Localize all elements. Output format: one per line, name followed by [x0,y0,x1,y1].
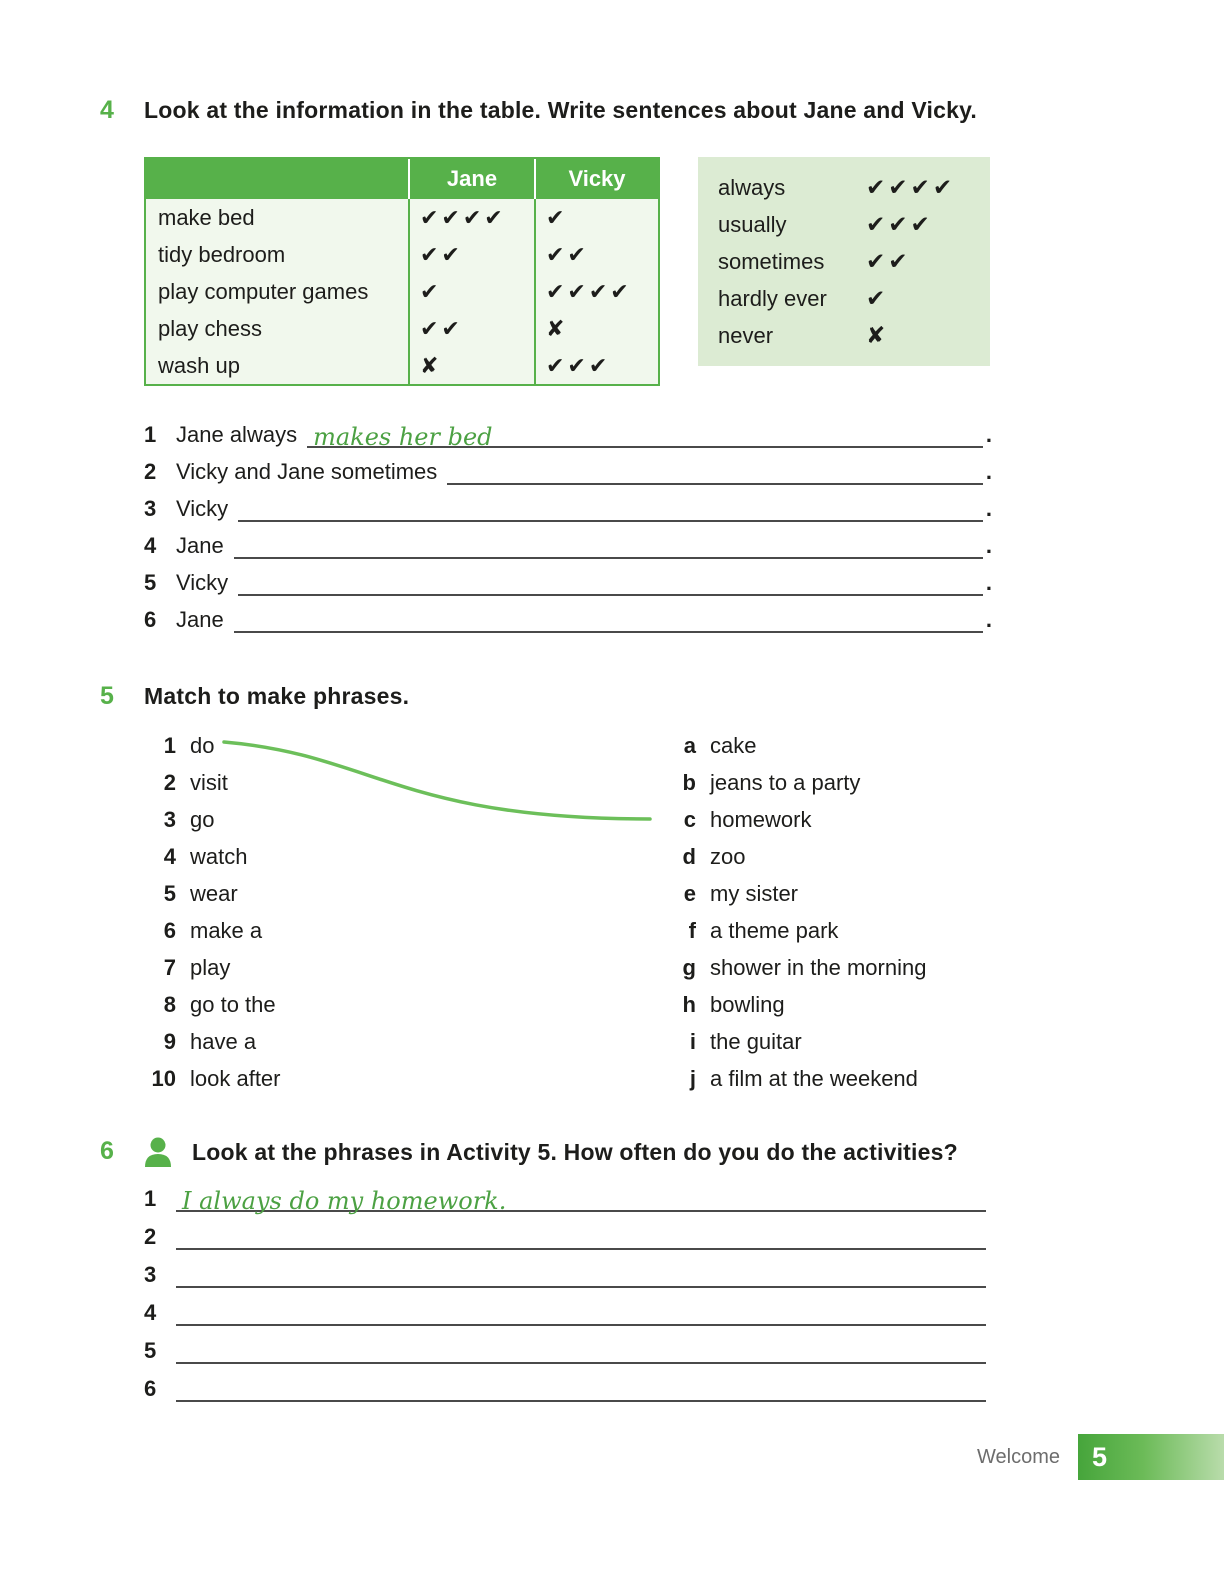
item-text: watch [190,843,248,869]
legend-label: sometimes [718,248,825,274]
sentence-period: . [985,607,992,632]
match-left-item [144,1023,664,1060]
answer-blank [234,525,983,559]
item-number: 6 [163,917,176,943]
item-text: shower in the morning [710,954,927,980]
activity-title: Match to make phrases. [144,683,410,709]
item-text: make a [190,917,263,943]
column-header-vicky: Vicky [534,159,658,199]
answer-blank [307,414,983,451]
answer-line [144,1329,986,1367]
item-text: a film at the weekend [710,1065,918,1091]
page-footer [977,1434,1224,1480]
sentence-number: 5 [144,570,157,595]
item-text: do [190,732,215,758]
item-text: wear [190,880,238,906]
item-text: go [190,806,215,832]
sentence-number: 1 [144,422,157,447]
match-left-item [144,838,664,875]
legend-label: usually [718,211,787,237]
sentence-line [144,599,992,636]
vicky-marks: ✔✔✔✔ [534,273,658,310]
table-row [146,236,658,273]
activity-5-heading [100,682,1124,711]
legend-marks: ✔✔✔ [866,211,933,237]
item-letter: c [683,806,696,832]
legend-marks: ✔✔✔✔ [866,174,956,200]
activity-title: Look at the phrases in Activity 5. How often do you do the activities? [192,1138,958,1165]
legend-row [718,280,970,317]
item-text: play [190,954,231,980]
page-number-badge: 5 [1078,1434,1224,1480]
jane-marks: ✔ [408,273,534,310]
item-text: my sister [710,880,798,906]
answer-blank [447,451,983,485]
table-header-row [146,159,658,199]
frequency-table [144,157,660,386]
item-letter: b [682,769,696,795]
answer-blank [176,1291,986,1326]
match-right-item [664,838,926,875]
match-left-item [144,986,664,1023]
item-number: 9 [163,1028,176,1054]
line-number: 2 [144,1224,157,1249]
answer-blank [176,1367,986,1402]
footer-section-label: Welcome [977,1445,1060,1468]
table-row [146,310,658,347]
item-text: a theme park [710,917,839,943]
match-left-item [144,801,664,838]
jane-marks: ✔✔ [408,310,534,347]
legend-label: hardly ever [718,285,827,311]
answer-blank [176,1253,986,1288]
activity-label: wash up [158,352,240,378]
handwritten-answer: makes her bed [313,423,493,451]
item-text: jeans to a party [710,769,861,795]
item-number: 7 [163,954,176,980]
match-left-item [144,912,664,949]
answer-blank [176,1177,986,1215]
item-letter: g [682,954,696,980]
activity-label: tidy bedroom [158,241,286,267]
match-right-item [664,1060,926,1097]
sentence-period: . [985,533,992,558]
sentence-prompt: Jane [176,533,224,558]
sentence-prompt: Vicky [176,496,229,521]
sentence-period: . [985,496,992,521]
answer-line [144,1177,986,1215]
legend-row [718,169,970,206]
sentence-prompt: Jane [176,607,224,632]
match-right-item [664,986,926,1023]
legend-label: never [718,322,774,348]
activity-title: Look at the information in the table. Write sentences about Jane and Vicky. [144,97,977,123]
item-number: 5 [163,880,176,906]
legend-marks: ✔✔ [866,248,911,274]
item-text: go to the [190,991,276,1017]
person-icon [144,1137,174,1167]
sentence-number: 6 [144,607,157,632]
line-number: 6 [144,1376,157,1401]
table-and-legend [144,157,1124,386]
sentence-number: 4 [144,533,157,558]
item-number: 8 [163,991,176,1017]
vicky-marks: ✘ [534,310,658,347]
activity-6-lines [144,1177,986,1405]
line-number: 3 [144,1262,157,1287]
table-row [146,347,658,384]
activity-4-heading [100,96,1124,125]
item-text: look after [190,1065,281,1091]
activity-number: 6 [100,1137,114,1165]
legend-row [718,206,970,243]
item-number: 10 [151,1065,176,1091]
jane-marks: ✔✔✔✔ [408,199,534,236]
activity-4 [100,96,1124,636]
item-letter: d [682,843,696,869]
item-letter: e [683,880,696,906]
item-text: homework [710,806,812,832]
activity-5 [100,682,1124,1097]
match-left-item [144,1060,664,1097]
item-text: the guitar [710,1028,802,1054]
answer-blank [234,599,983,633]
legend-row [718,317,970,354]
column-header-jane: Jane [408,159,534,199]
item-text: zoo [710,843,746,869]
item-number: 2 [163,769,176,795]
legend-label: always [718,174,786,200]
match-right-item [664,949,926,986]
item-text: cake [710,732,757,758]
jane-marks: ✔✔ [408,236,534,273]
activity-4-sentences [144,414,992,636]
frequency-legend [698,157,990,366]
sentence-period: . [985,570,992,595]
legend-marks: ✔ [866,285,889,311]
match-left-item [144,727,664,764]
answer-line [144,1291,986,1329]
legend-marks: ✘ [866,322,889,348]
activity-label: make bed [158,204,255,230]
answer-line [144,1215,986,1253]
match-right-item [664,1023,926,1060]
answer-blank [238,488,983,522]
sentence-period: . [985,422,992,447]
match-right-item [664,764,926,801]
line-number: 4 [144,1300,157,1325]
item-letter: j [689,1065,696,1091]
sentence-line [144,451,992,488]
match-left-item [144,875,664,912]
sentence-prompt: Vicky and Jane sometimes [176,459,438,484]
activity-number: 5 [100,682,114,710]
item-number: 3 [163,806,176,832]
item-number: 4 [163,843,176,869]
item-letter: a [683,732,696,758]
answer-line [144,1367,986,1405]
vicky-marks: ✔✔✔ [534,347,658,384]
item-text: visit [190,769,228,795]
sentence-prompt: Vicky [176,570,229,595]
sentence-line [144,414,992,451]
sentence-line [144,488,992,525]
item-letter: f [688,917,696,943]
answer-blank [176,1215,986,1250]
answer-blank [238,562,983,596]
sentence-line [144,525,992,562]
item-number: 1 [163,732,176,758]
match-left-column [144,727,664,1097]
answer-blank [176,1329,986,1364]
activity-number: 4 [100,96,114,124]
match-right-item [664,875,926,912]
activity-6 [100,1137,1124,1405]
sentence-number: 3 [144,496,157,521]
line-number: 1 [144,1186,157,1211]
match-right-item [664,912,926,949]
vicky-marks: ✔✔ [534,236,658,273]
activity-label: play computer games [158,278,369,304]
activity-6-heading [100,1137,1124,1167]
item-letter: h [682,991,696,1017]
match-right-item [664,801,926,838]
handwritten-answer: I always do my homework. [182,1187,507,1215]
table-row [146,199,658,236]
match-left-item [144,764,664,801]
match-right-column [664,727,926,1097]
match-right-item [664,727,926,764]
sentence-period: . [985,459,992,484]
activity-label: play chess [158,315,262,341]
sentence-prompt: Jane always [176,422,298,447]
matching-exercise [144,727,1124,1097]
answer-line [144,1253,986,1291]
sentence-number: 2 [144,459,157,484]
item-letter: i [689,1028,696,1054]
table-row [146,273,658,310]
table-corner-cell [146,159,408,199]
sentence-line [144,562,992,599]
match-columns [144,727,1124,1097]
vicky-marks: ✔ [534,199,658,236]
match-left-item [144,949,664,986]
item-text: bowling [710,991,785,1017]
jane-marks: ✘ [408,347,534,384]
line-number: 5 [144,1338,157,1363]
item-text: have a [190,1028,257,1054]
legend-row [718,243,970,280]
